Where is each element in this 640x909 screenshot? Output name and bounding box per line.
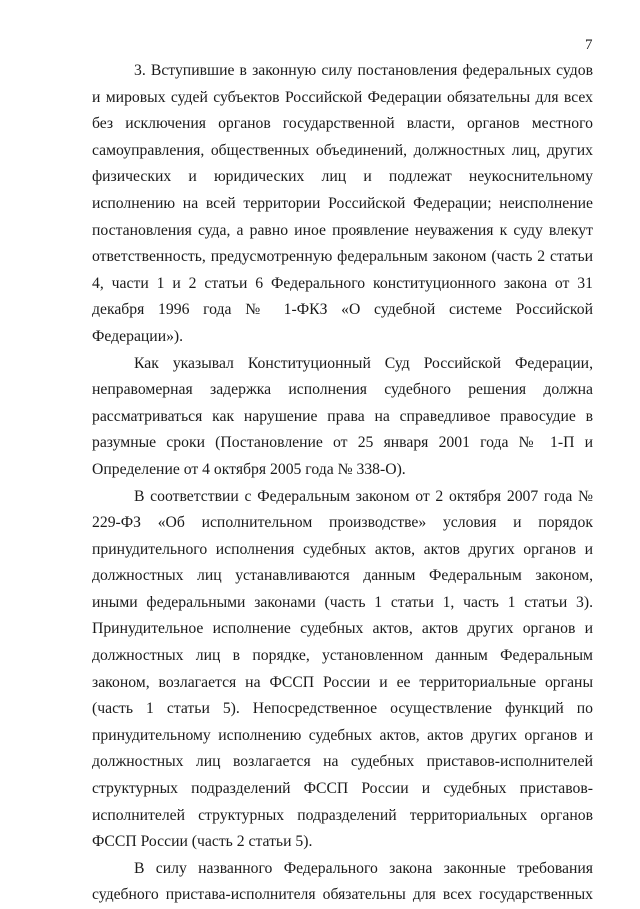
document-body xyxy=(92,58,593,909)
paragraph-3: В соответствии с Федеральным законом от 2 октября 2007 года № 229-ФЗ «Об исполнительном производстве» условия и порядок принудительного исполнения судебных актов, актов других органов и должностных лиц устанавливаются данным Федеральным законом, иными федеральными законами (часть 1 статьи 1, часть 1 статьи 3). Принудительное исполнение судебных актов, актов других органов и должностных лиц в порядке, установленном данным Федеральным законом, возлагается на ФССП России и ее территориальные органы (часть 1 статьи 5). Непосредственное осуществление функций по принудительному исполнению судебных актов, актов других органов и должностных лиц возлагается на судебных приставов-исполнителей структурных подразделений ФССП России и судебных приставов-исполнителей структурных подразделений территориальных органов ФССП России (часть 2 статьи 5). xyxy=(92,487,593,851)
paragraph-2: Как указывал Конституционный Суд Российской Федерации, неправомерная задержка исполнения судебного решения должна рассматриваться как нарушение права на справедливое правосудие в разумные сроки (Постановление от 25 января 2001 года № 1-П и Определение от 4 октября 2005 года № 338-О). xyxy=(92,354,593,478)
paragraph-4: В силу названного Федерального закона законные требования судебного пристава-исполнителя обязательны для всех государственных xyxy=(92,859,593,904)
page-number: 7 xyxy=(585,37,593,53)
paragraph-1: 3. Вступившие в законную силу постановления федеральных судов и мировых судей субъектов Российской Федерации обязательны для всех без исключения органов государственной власти, органов местного самоуправления, общественных объединений, должностных лиц, других физических и юридических лиц и подлежат неукоснительному исполнению на всей территории Российской Федерации; неисполнение постановления суда, а равно иное проявление неуважения к суду влекут ответственность, предусмотренную федеральным законом (часть 2 статьи 4, части 1 и 2 статьи 6 Федерального конституционного закона от 31 декабря 1996 года № 1-ФКЗ «О судебной системе Российской Федерации»). xyxy=(92,62,593,345)
